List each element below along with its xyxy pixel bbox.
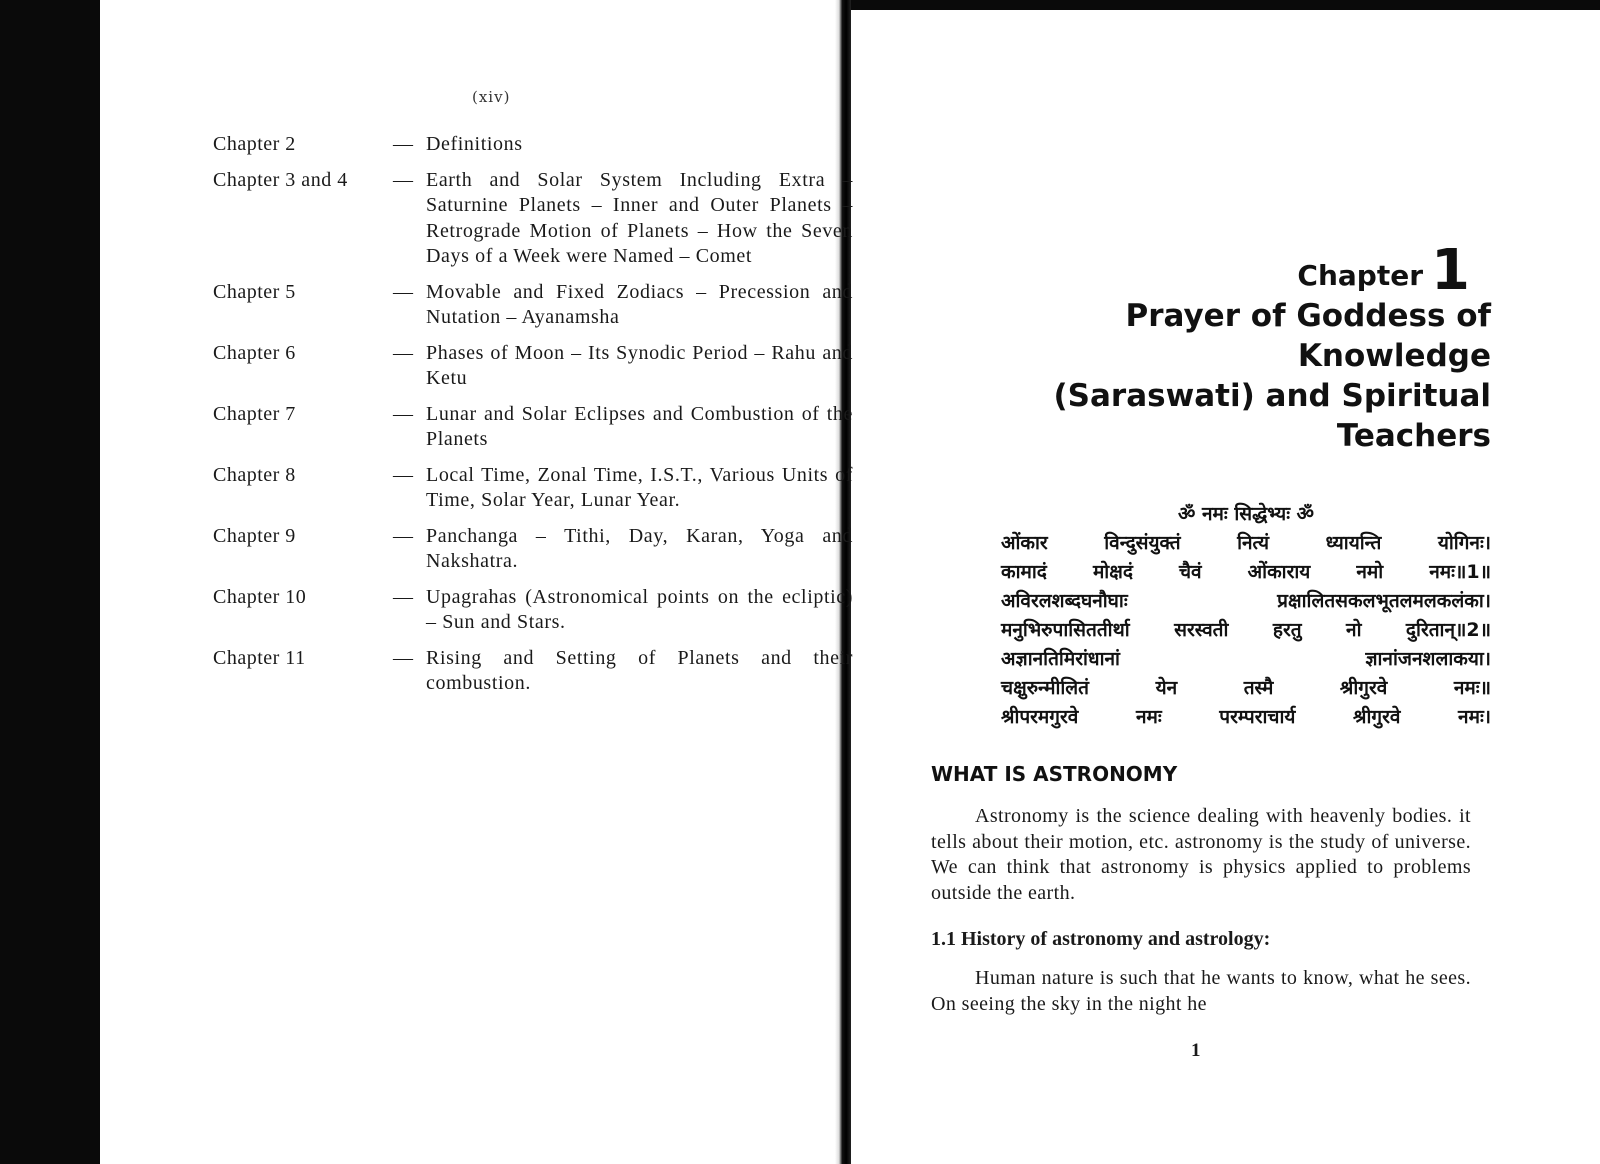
chapter-number: 1	[1431, 238, 1470, 303]
shloka-line: अज्ञानतिमिरांधानां ज्ञानांजनशलाकया।	[1001, 648, 1491, 670]
chapter-heading	[1297, 238, 1470, 303]
body-paragraph	[931, 966, 1471, 1017]
toc-row	[213, 341, 853, 392]
toc-chapter: Chapter 11	[213, 646, 306, 669]
toc-description: Phases of Moon – Its Synodic Period – Rahu and Ketu	[426, 341, 853, 389]
shloka-line: कामादं मोक्षदं चैवं ओंकाराय नमो नमः॥1॥	[1001, 561, 1491, 583]
toc-row	[213, 132, 853, 158]
toc-dash: —	[393, 402, 413, 425]
roman-page-number: (xiv)	[472, 88, 511, 106]
shloka-line: मनुभिरुपासिततीर्था सरस्वती हरतु नो दुरितान्॥2॥	[1001, 619, 1491, 641]
toc-description: Lunar and Solar Eclipses and Combustion of the Planets	[426, 402, 853, 450]
shloka-line: ओंकार विन्दुसंयुक्तं नित्यं ध्यायन्ति योगिनः।	[1001, 532, 1491, 554]
toc-row	[213, 585, 853, 636]
scan-border-left	[0, 0, 100, 1164]
toc-dash: —	[393, 341, 413, 364]
chapter-title-line: Prayer of Goddess of Knowledge	[1125, 298, 1491, 374]
table-of-contents	[213, 132, 853, 707]
toc-chapter: Chapter 5	[213, 280, 296, 303]
sanskrit-shloka	[1001, 500, 1491, 732]
subsection-heading: 1.1 History of astronomy and astrology:	[931, 928, 1271, 950]
toc-row	[213, 646, 853, 697]
left-page	[100, 0, 853, 1164]
toc-row	[213, 524, 853, 575]
toc-chapter: Chapter 6	[213, 341, 296, 364]
toc-dash: —	[393, 646, 413, 669]
shloka-invocation: ॐ नमः सिद्धेभ्यः ॐ	[1178, 503, 1314, 525]
toc-description: Rising and Setting of Planets and their combustion.	[426, 646, 853, 694]
page-number: 1	[1191, 1040, 1201, 1061]
toc-chapter: Chapter 3 and 4	[213, 168, 348, 191]
chapter-title-line: (Saraswati) and Spiritual	[1053, 378, 1491, 414]
shloka-line: श्रीपरमगुरवे नमः परम्पराचार्य श्रीगुरवे नमः।	[1001, 706, 1491, 728]
toc-dash: —	[393, 463, 413, 486]
toc-chapter: Chapter 9	[213, 524, 296, 547]
body-paragraph	[931, 804, 1471, 906]
toc-dash: —	[393, 585, 413, 608]
toc-dash: —	[393, 168, 413, 191]
toc-dash: —	[393, 280, 413, 303]
chapter-title	[931, 296, 1491, 456]
toc-chapter: Chapter 8	[213, 463, 296, 486]
toc-description: Definitions	[426, 133, 523, 155]
shloka-line: अविरलशब्दघनौघाः प्रक्षालितसकलभूतलमलकलंका।	[1001, 590, 1491, 612]
right-page	[851, 0, 1600, 1164]
toc-description: Upagrahas (Astronomical points on the ecliptic) – Sun and Stars.	[426, 585, 853, 633]
chapter-label: Chapter	[1297, 259, 1424, 292]
toc-description: Earth and Solar System Including Extra – Saturnine Planets – Inner and Outer Planets – Retrograde Motion of Planets – How the Seven Days of a Week were Named – Comet	[426, 168, 853, 267]
toc-description: Panchanga – Tithi, Day, Karan, Yoga and Nakshatra.	[426, 524, 853, 572]
toc-row	[213, 463, 853, 514]
chapter-title-line: Teachers	[1336, 418, 1491, 454]
toc-chapter: Chapter 2	[213, 133, 296, 155]
paragraph-text: Human nature is such that he wants to know, what he sees. On seeing the sky in the night he	[931, 967, 1471, 1015]
toc-row	[213, 402, 853, 453]
section-heading: WHAT IS ASTRONOMY	[931, 762, 1178, 786]
toc-row	[213, 280, 853, 331]
toc-dash: —	[393, 133, 413, 155]
toc-description: Movable and Fixed Zodiacs – Precession and Nutation – Ayanamsha	[426, 280, 853, 328]
paragraph-text: Astronomy is the science dealing with heavenly bodies. it tells about their motion, etc. astronomy is the study of universe. We can think that astronomy is physics applied to problems outside the earth.	[931, 805, 1471, 904]
toc-chapter: Chapter 10	[213, 585, 307, 608]
toc-row	[213, 168, 853, 270]
toc-description: Local Time, Zonal Time, I.S.T., Various Units of Time, Solar Year, Lunar Year.	[426, 463, 853, 511]
toc-dash: —	[393, 524, 413, 547]
shloka-line: चक्षुरुन्मीलितं येन तस्मै श्रीगुरवे नमः॥	[1001, 677, 1491, 699]
toc-chapter: Chapter 7	[213, 402, 296, 425]
